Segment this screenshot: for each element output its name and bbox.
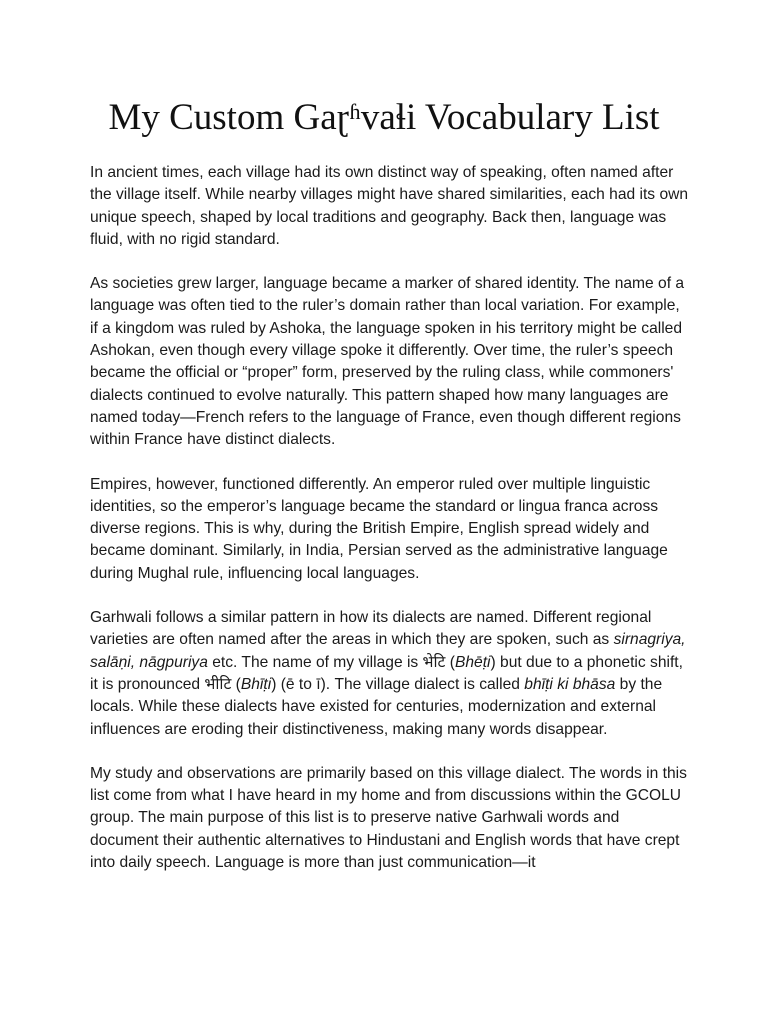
- paragraph-text: Empires, however, functioned differently. An emperor ruled over multiple linguistic identities, so the emperor’s language became the standard or lingua franca across diverse regions. This is why, during the British Empire, English spread widely and became dominant. Similarly, in India, Persian served as the administrative language during Mughal rule, influencing local languages.: [90, 475, 668, 582]
- village-name-transliteration: Bhēṭi: [454, 653, 491, 671]
- paragraph-text: In ancient times, each village had its own distinct way of speaking, often named after the village itself. While nearby villages might have shared similarities, each had its own unique speech, shaped by local traditions and geography. Back then, language was fluid, with no rigid standard.: [90, 164, 689, 248]
- paragraph-text: by the locals. While these dialects have existed for centuries, modernization and external influences are eroding their distinctiveness, making many words disappear.: [90, 675, 663, 738]
- paragraph-text: As societies grew larger, language became a marker of shared identity. The name of a language was often tied to the ruler’s domain rather than local variation. For example, if a kingdom was ruled by Ashoka, the language spoken in his territory might be called Ashokan, even though every village spoke it differently. Over time, the ruler’s speech became the official or “proper” form, preserved by the ruling class, while commoners' dialects continued to evolve naturally. This pattern shaped how many languages are named today—French refers to the language of France, even though different regions within France have distinct dialects.: [90, 275, 685, 449]
- paragraph-dialects: [90, 607, 690, 741]
- paragraph-text: Garhwali follows a similar pattern in how its dialects are named. Different regional varieties are often named after the areas in which they are spoken, such as: [90, 609, 652, 649]
- paragraph-study: [90, 763, 690, 874]
- paragraph-text: etc. The name of my village is भेटि (: [207, 653, 455, 671]
- paragraph-identity: [90, 273, 690, 451]
- village-pronunciation-transliteration: Bhīṭi: [240, 675, 272, 693]
- document-body: [90, 162, 690, 874]
- paragraph-empires: [90, 474, 690, 585]
- page-title: My Custom Gaɽʱvaɬi Vocabulary List: [108, 97, 660, 138]
- paragraph-text: ) (ē to ī). The village dialect is called: [271, 675, 525, 693]
- paragraph-text: ) but due to a phonetic shift, it is pronounced भीटि (: [90, 653, 683, 693]
- village-dialect-name: bhīṭi ki bhāsa: [524, 675, 616, 693]
- paragraph-text: My study and observations are primarily based on this village dialect. The words in this list come from what I have heard in my home and from discussions within the GCOLU group. The main purpose of this list is to preserve native Garhwali words and document their authentic alternatives to Hindustani and English words that have crept into daily speech. Language is more than just communication—it: [90, 764, 687, 872]
- dialect-names: sirnagriya, salāṇi, nāgpuriya: [90, 631, 686, 671]
- paragraph-intro: [90, 162, 690, 251]
